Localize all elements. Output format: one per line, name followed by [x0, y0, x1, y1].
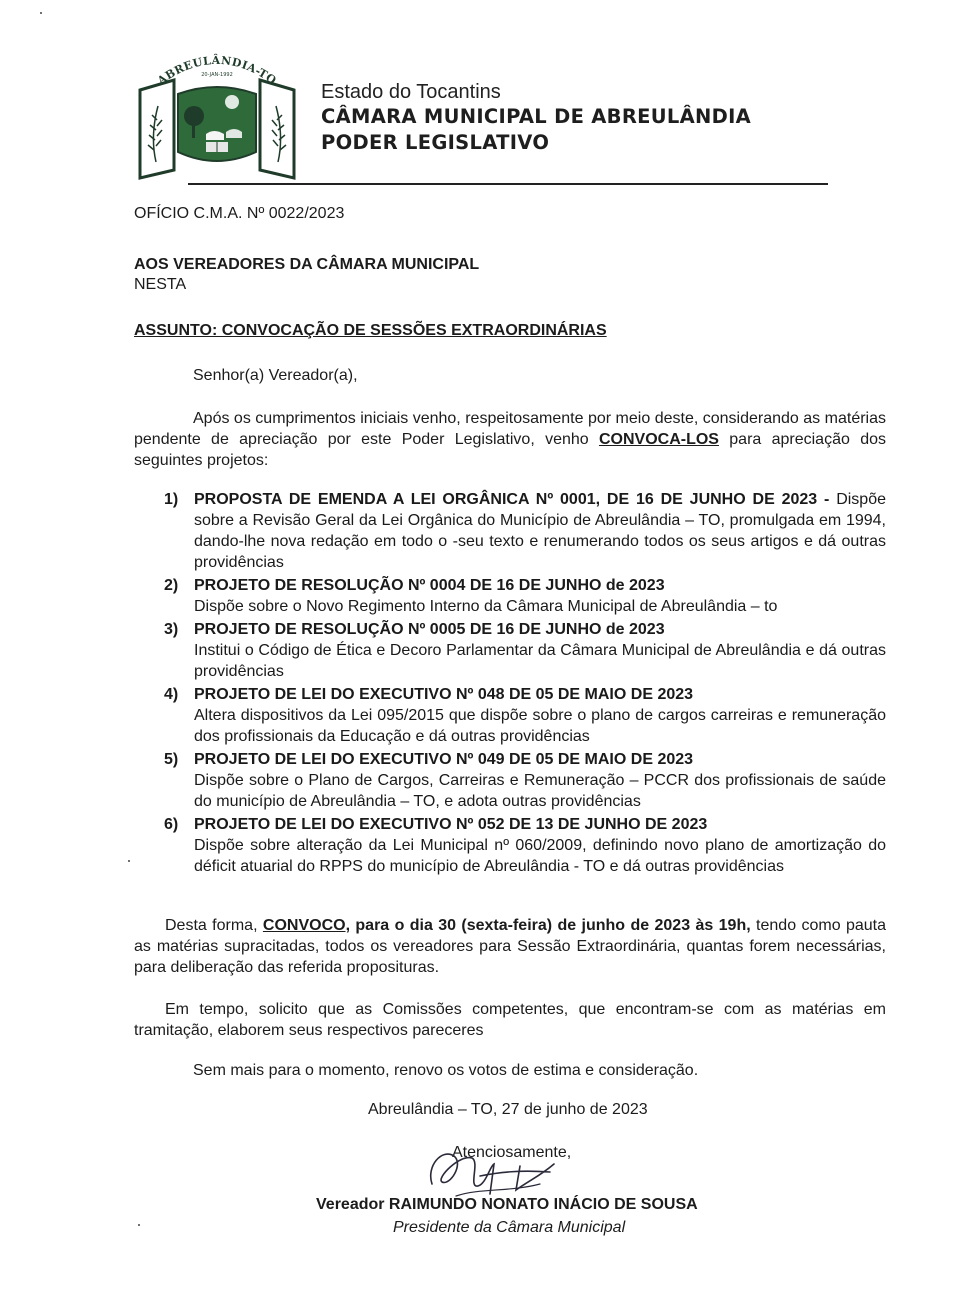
item-description: Dispõe sobre a Revisão Geral da Lei Orgânica do Município de Abreulândia – TO, promulgada em 1994, dando-lhe nova redação em todo o -seu texto e renumerando todos os seus artigos e dá outras providências [194, 491, 887, 571]
item-title: PROJETO DE LEI DO EXECUTIVO Nº 049 DE 05 DE MAIO DE 2023 [194, 751, 694, 768]
oficio-number: OFÍCIO C.M.A. Nº 0022/2023 [134, 205, 345, 222]
convocation-start: Desta forma, [165, 917, 263, 934]
item-title: PROJETO DE LEI DO EXECUTIVO Nº 048 DE 05 DE MAIO DE 2023 [194, 686, 694, 703]
scan-speck [138, 1224, 140, 1226]
commissions-text: Em tempo, solicito que as Comissões competentes, que encontram-se com as matérias em tramitação, elaborem seus respectivos pareceres [134, 1001, 886, 1039]
scan-speck [40, 12, 42, 14]
list-item [160, 619, 886, 682]
item-number: 1) [164, 491, 179, 508]
regards: Atenciosamente, [452, 1144, 572, 1161]
item-number: 6) [164, 816, 179, 833]
scan-speck [128, 860, 130, 862]
item-title: PROJETO DE LEI DO EXECUTIVO Nº 052 DE 13 DE JUNHO DE 2023 [194, 816, 708, 833]
item-description: Dispõe sobre alteração da Lei Municipal nº 060/2009, definindo novo plano de amortização do déficit atuarial do RPPS do município de Abreulândia - TO e dá outras providências [194, 837, 886, 875]
item-description: Dispõe sobre o Plano de Cargos, Carreiras e Remuneração – PCCR dos profissionais de saúde do município de Abreulândia – TO, e adota outras providências [194, 772, 886, 810]
letterhead-divider [188, 183, 828, 185]
intro-emphasis: CONVOCA-LOS [598, 431, 719, 448]
item-number: 4) [164, 686, 179, 703]
recipient-nesta: NESTA [134, 276, 187, 293]
item-title: PROPOSTA DE EMENDA A LEI ORGÂNICA Nº 0001, DE 16 DE JUNHO DE 2023 - [194, 491, 830, 508]
item-number: 5) [164, 751, 179, 768]
list-item [160, 575, 886, 617]
chamber-name: CÂMARA MUNICIPAL DE ABREULÂNDIA [321, 105, 752, 128]
convocation-rest: tendo como pauta as matérias supracitadas, todos os vereadores para Sessão Extraordinária, quantas forem necessárias, para deliberação das referida proposituras. [134, 917, 887, 976]
convocation-keyword: CONVOCO, [262, 917, 351, 934]
list-item [160, 749, 886, 812]
item-title: PROJETO DE RESOLUÇÃO Nº 0004 DE 16 DE JUNHO de 2023 [194, 577, 665, 594]
signer-name: Vereador RAIMUNDO NONATO INÁCIO DE SOUSA [316, 1196, 698, 1213]
list-item [160, 489, 886, 573]
municipal-crest-logo [134, 50, 300, 182]
commissions-paragraph [134, 999, 886, 1041]
intro-text-end: para apreciação dos seguintes projetos: [134, 431, 886, 469]
intro-paragraph [134, 408, 886, 471]
convocation-date: para o dia 30 (sexta-feira) de junho de 2023 às 19h, [350, 917, 751, 934]
branch-name: PODER LEGISLATIVO [321, 131, 550, 154]
item-description: Institui o Código de Ética e Decoro Parlamentar da Câmara Municipal de Abreulândia e dá outras providências [194, 642, 886, 680]
list-item [160, 684, 886, 747]
item-number: 3) [164, 621, 179, 638]
item-title: PROJETO DE RESOLUÇÃO Nº 0005 DE 16 DE JUNHO de 2023 [194, 621, 665, 638]
subject-line: ASSUNTO: CONVOCAÇÃO DE SESSÕES EXTRAORDINÁRIAS [134, 322, 607, 339]
list-item [160, 814, 886, 877]
item-number: 2) [164, 577, 179, 594]
intro-text-start: Após os cumprimentos iniciais venho, respeitosamente por meio deste, considerando as matérias pendente de apreciação por este Poder Legislativo, venho [134, 410, 886, 448]
svg-text:20-JAN-1992: 20-JAN-1992 [201, 72, 233, 78]
closing-paragraph: Sem mais para o momento, renovo os votos de estima e consideração. [193, 1062, 699, 1079]
letterhead-text [321, 80, 751, 156]
item-description: Dispõe sobre o Novo Regimento Interno da Câmara Municipal de Abreulândia – to [194, 598, 778, 615]
state-name: Estado do Tocantins [321, 81, 501, 103]
recipient-line: AOS VEREADORES DA CÂMARA MUNICIPAL [134, 256, 480, 273]
signer-role: Presidente da Câmara Municipal [393, 1219, 626, 1236]
convocation-paragraph [134, 915, 886, 978]
svg-text:ABREULÂNDIA-TO: ABREULÂNDIA-TO [155, 53, 279, 88]
item-description: Altera dispositivos da Lei 095/2015 que dispõe sobre o plano de cargos carreiras e remuneração dos profissionais da Educação e dá outras providências [194, 707, 886, 745]
place-date: Abreulândia – TO, 27 de junho de 2023 [368, 1101, 648, 1118]
project-list [160, 489, 886, 879]
salutation: Senhor(a) Vereador(a), [193, 367, 358, 384]
